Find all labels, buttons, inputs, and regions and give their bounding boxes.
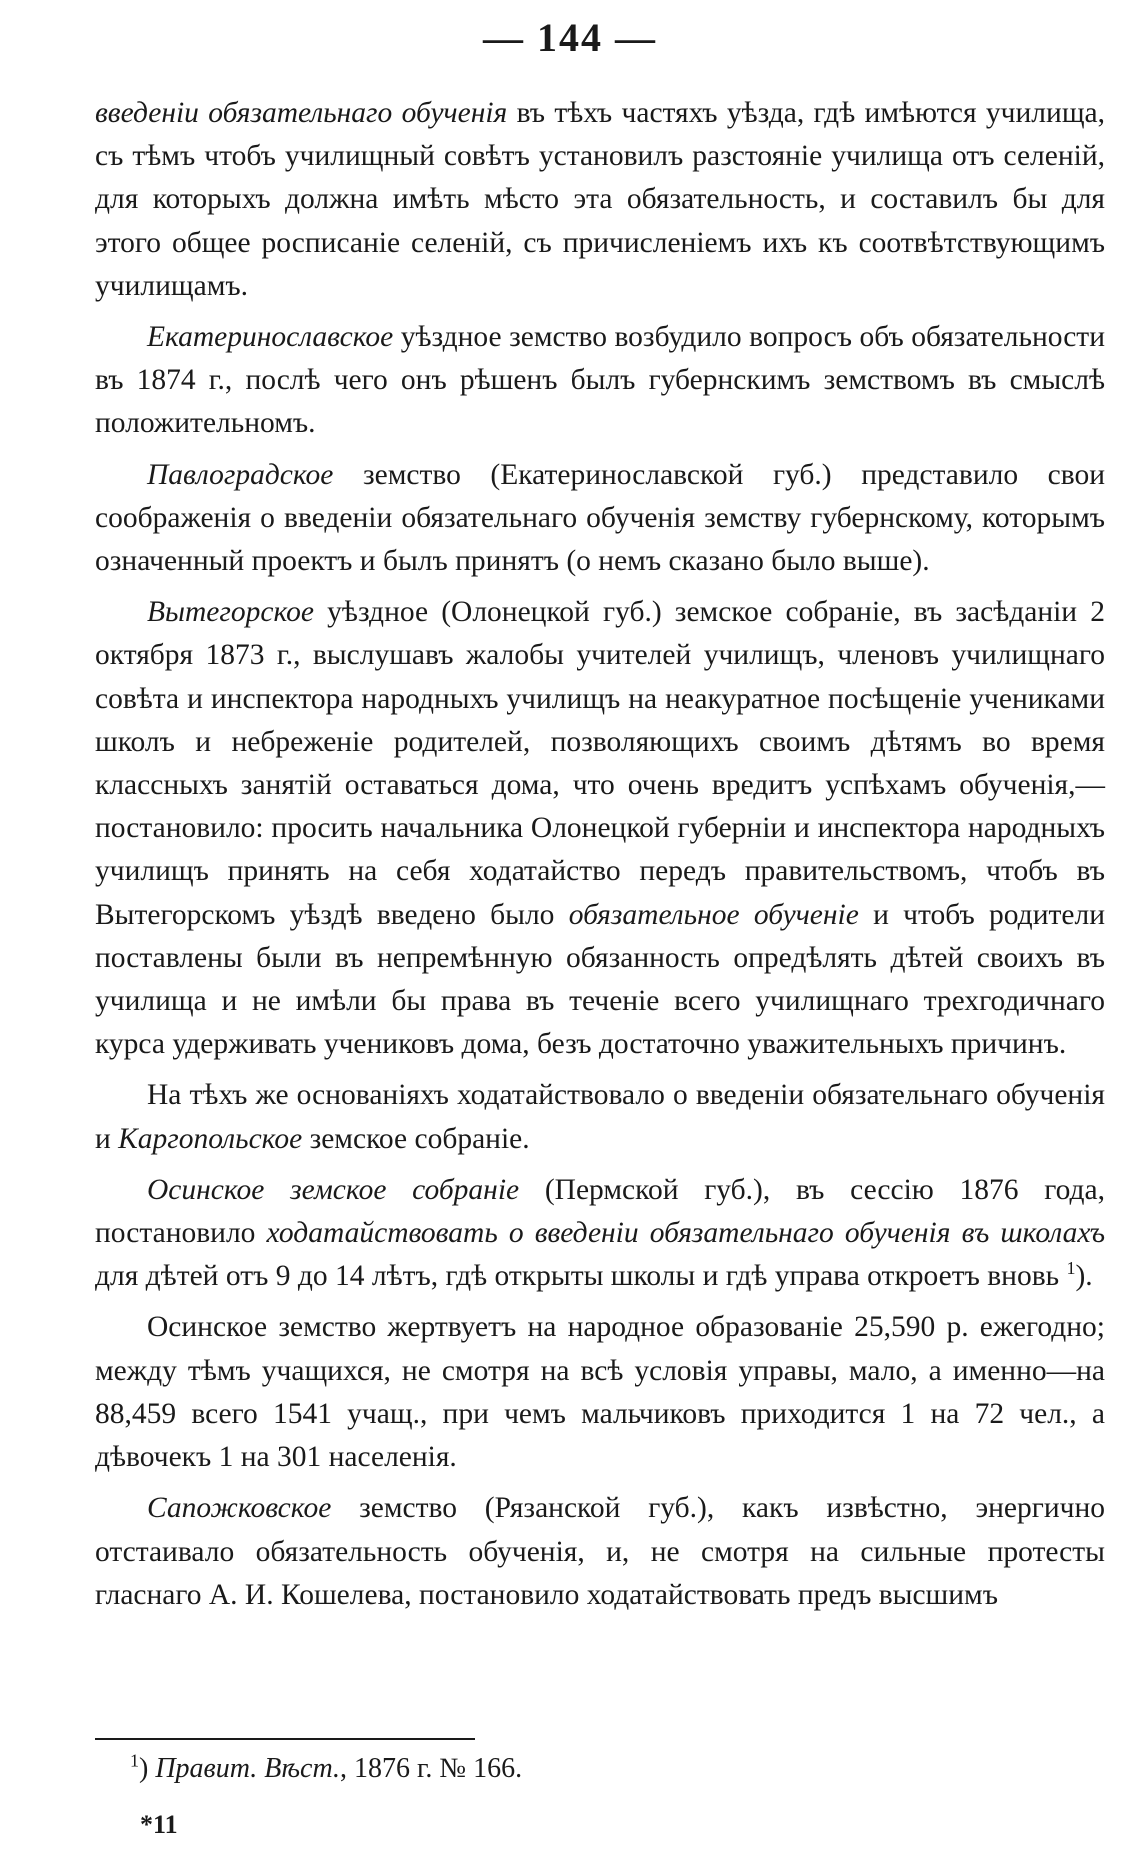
footnote-marker: 1 xyxy=(130,1750,139,1771)
paragraph-text: Осинское земство жертвуетъ на народное образованіе 25,590 р. ежегодно; между тѣмъ учащихся, не смотря на всѣ условія управы, мало, а именно—на 88,459 всего 1541 учащ., при чемъ мальчиковъ приходится 1 на 72 чел., а дѣвочекъ 1 на 301 населенія. xyxy=(95,1311,1105,1474)
paragraph-text: и чтобъ родители поставлены были въ непремѣнную обязанность опредѣлять дѣтей своихъ въ училища и не имѣли бы права въ теченіе всего училищнаго трехгодичнаго курса удерживать учениковъ дома, безъ достаточно уважительныхъ причинъ. xyxy=(95,898,1105,1061)
paragraph-text: уѣздное (Олонецкой губ.) земское собраніе, въ засѣданіи 2 октября 1873 г., выслушавъ жалобы учителей училищъ, членовъ училищнаго совѣта и инспектора народныхъ училищъ на неакуратное посѣщеніе учениками школъ и небреженіе родителей, позволяющихъ своимъ дѣтямъ во время классныхъ занятій оставаться дома, что очень вредитъ успѣхамъ обученія,—постановило: просить начальника Олонецкой губерніи и инспектора народныхъ училищъ принять на себя ходатайство передъ правительствомъ, чтобъ въ Вытегорскомъ уѣздѣ введено было xyxy=(95,596,1105,931)
paragraph xyxy=(95,1074,1105,1160)
italic-phrase: Вытегорское xyxy=(147,596,315,629)
footnote-text: , 1876 г. № 166. xyxy=(340,1753,523,1784)
footnote-divider xyxy=(95,1738,475,1740)
footnote-paren: ) xyxy=(139,1753,156,1784)
italic-phrase: Павлоградское xyxy=(147,458,334,491)
paragraph-text: въ тѣхъ частяхъ уѣзда, гдѣ имѣются училища, съ тѣмъ чтобъ училищный совѣтъ установилъ разстояніе училища отъ селеній, для которыхъ должна имѣть мѣсто эта обязательность, и составилъ бы для этого общее росписаніе селеній, съ причисленіемъ ихъ къ соотвѣтствующимъ училищамъ. xyxy=(95,97,1105,302)
italic-phrase: Осинское земское собраніе xyxy=(147,1173,520,1206)
italic-phrase: Каргопольское xyxy=(118,1122,303,1155)
paragraph-text: земство (Екатеринославской губ.) представило свои соображенія о введеніи обязательнаго обученія земству губернскому, которымъ означенный проектъ и былъ принятъ (о немъ сказано было выше). xyxy=(95,458,1105,578)
paragraph-text: земское собраніе. xyxy=(302,1122,530,1155)
paragraph xyxy=(95,316,1105,446)
paragraph xyxy=(95,92,1105,308)
paragraph xyxy=(95,591,1105,1066)
paragraph-text: На тѣхъ же основаніяхъ ходатайствовало о введеніи обязательнаго обученія и xyxy=(95,1079,1105,1155)
paragraph xyxy=(95,1487,1105,1617)
footnote-source: Правит. Вѣст. xyxy=(155,1753,341,1784)
body-text xyxy=(95,92,1105,1617)
signature-mark: *11 xyxy=(140,1810,178,1839)
paragraph-text: ). xyxy=(1075,1260,1093,1293)
italic-phrase: Екатеринославское xyxy=(147,321,394,354)
paragraph-text: уѣздное земство возбудило вопросъ объ обязательности въ 1874 г., послѣ чего онъ рѣшенъ былъ губернскимъ земствомъ въ смыслѣ положительномъ. xyxy=(95,321,1105,440)
page-number: — 144 — xyxy=(483,15,657,60)
paragraph xyxy=(95,1169,1105,1299)
paragraph xyxy=(95,454,1105,584)
italic-phrase: ходатайствовать о введеніи обязательнаго обученія въ школахъ xyxy=(266,1217,1106,1250)
paragraph-text: земство (Рязанской губ.), какъ извѣстно, энергично отстаивало обязательность обученія, и, не смотря на сильные протесты гласнаго А. И. Кошелева, постановило ходатайствовать предъ высшимъ xyxy=(95,1492,1105,1611)
footnote-reference[interactable]: 1 xyxy=(1066,1258,1076,1279)
paragraph-text: для дѣтей отъ 9 до 14 лѣтъ, гдѣ открыты школы и гдѣ управа откроетъ вновь xyxy=(95,1260,1067,1293)
italic-phrase: введеніи обязательнаго обученія xyxy=(95,97,508,129)
italic-phrase: обязательное обученіе xyxy=(568,898,859,931)
italic-phrase: Сапожковское xyxy=(147,1492,332,1525)
footnote xyxy=(130,1752,522,1786)
paragraph-text: (Пермской губ.), въ сессію 1876 года, постановило xyxy=(95,1173,1105,1250)
paragraph xyxy=(95,1306,1105,1479)
